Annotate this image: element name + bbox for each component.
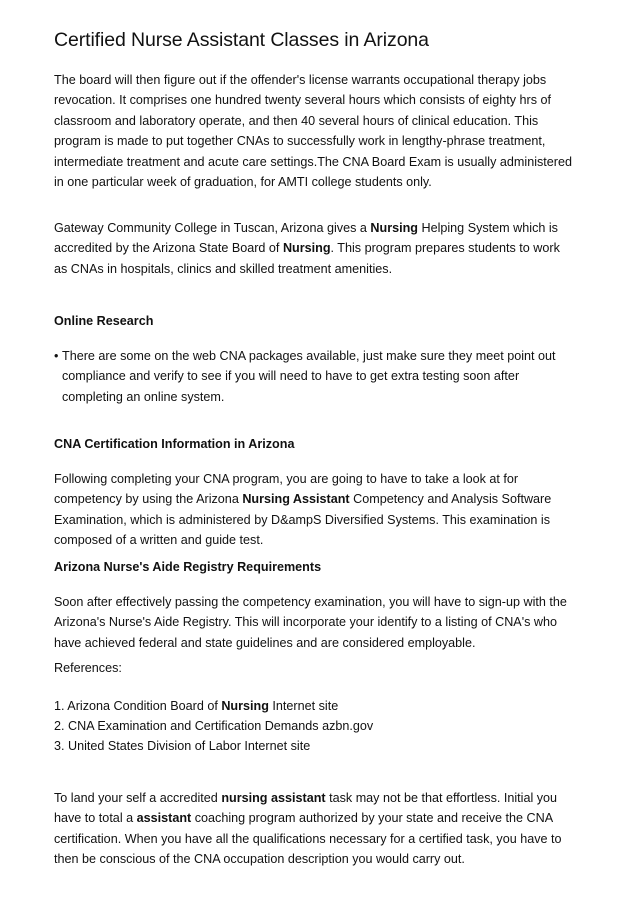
- reference-item: 2. CNA Examination and Certification Demands azbn.gov: [54, 719, 374, 733]
- text-span: Internet site: [268, 699, 339, 713]
- text-line: Arizona's Nurse's Aide Registry. This will incorporate your identify to a listing of CNA's who: [54, 615, 558, 630]
- text-line: [54, 808, 582, 828]
- text-line: Following completing your CNA program, you are going to have to take a look at for: [54, 472, 519, 486]
- reference-item: [54, 696, 338, 716]
- text-line: Soon after effectively passing the competency examination, you will have to sign-up with the: [54, 595, 567, 609]
- text-line: classroom and laboratory operate, and then 40 several hours of clinical education. This: [54, 113, 539, 128]
- text-line: revocation. It comprises one hundred twenty several hours which consists of eighty hrs of: [54, 93, 551, 108]
- paragraph-gateway: [54, 218, 582, 279]
- reference-item: 3. United States Division of Labor Internet site: [54, 739, 311, 753]
- keyword-nursing-assistant: Nursing Assistant: [242, 492, 350, 507]
- text-line: have achieved federal and state guidelines and are considered employable.: [54, 635, 476, 650]
- text-line: [54, 218, 582, 238]
- text-span: accredited by the Arizona State Board of: [54, 241, 283, 256]
- text-span: To land your self a accredited: [54, 791, 222, 805]
- text-span: competency by using the Arizona: [54, 492, 243, 507]
- references-label: References:: [54, 661, 122, 675]
- text-line: composed of a written and guide test.: [54, 533, 264, 548]
- text-line: then be conscious of the CNA occupation description you would carry out.: [54, 852, 465, 867]
- paragraph-board: [54, 70, 582, 192]
- paragraph-competency: [54, 469, 582, 551]
- text-line: certification. When you have all the qualifications necessary for a certified task, you have to: [54, 831, 562, 846]
- keyword-assistant: assistant: [136, 811, 192, 826]
- text-line: in one particular week of graduation, for AMTI college students only.: [54, 175, 432, 190]
- paragraph-registry: [54, 592, 582, 653]
- heading-cna-certification: CNA Certification Information in Arizona: [54, 437, 295, 451]
- bullet-icon: •: [54, 349, 59, 363]
- keyword-nursing: Nursing: [370, 221, 418, 235]
- text-line: [54, 238, 582, 258]
- text-line: [54, 788, 582, 808]
- text-span: Helping System which is: [417, 221, 558, 235]
- keyword-nursing: Nursing: [221, 699, 269, 713]
- text-span: Gateway Community College in Tuscan, Arizona gives a: [54, 221, 371, 235]
- bullet-item: [54, 346, 582, 407]
- text-line: as CNAs in hospitals, clinics and skilled treatment amenities.: [54, 261, 393, 276]
- heading-registry: Arizona Nurse's Aide Registry Requirements: [54, 560, 322, 574]
- text-line: [54, 489, 582, 509]
- text-span: coaching program authorized by your state and receive the CNA: [191, 811, 554, 826]
- text-line: intermediate treatment and acute care settings.The CNA Board Exam is usually administered: [54, 154, 572, 169]
- paragraph-accredited: [54, 788, 582, 870]
- text-line: compliance and verify to see if you will need to have to get extra testing soon after: [62, 369, 520, 384]
- text-line: completing an online system.: [62, 389, 225, 404]
- text-span: 1. Arizona Condition Board of: [54, 699, 222, 713]
- text-line: program is made to put together CNAs to successfully work in lengthy-phrase treatment,: [54, 134, 546, 149]
- text-span: have to total a: [54, 811, 137, 826]
- text-line: There are some on the web CNA packages available, just make sure they meet point out: [62, 349, 556, 363]
- keyword-nursing: Nursing: [282, 241, 331, 256]
- keyword-nursing-assistant: nursing assistant: [221, 791, 326, 805]
- text-span: Competency and Analysis Software: [349, 492, 552, 507]
- text-span: task may not be that effortless. Initial you: [325, 791, 558, 805]
- page-title: Certified Nurse Assistant Classes in Arizona: [54, 29, 429, 51]
- text-line: Examination, which is administered by D&ampS Diversified Systems. This examination is: [54, 512, 551, 527]
- text-span: . This program prepares students to work: [330, 241, 560, 256]
- heading-online-research: Online Research: [54, 314, 154, 328]
- text-line: The board will then figure out if the offender's license warrants occupational therapy jobs: [54, 73, 547, 87]
